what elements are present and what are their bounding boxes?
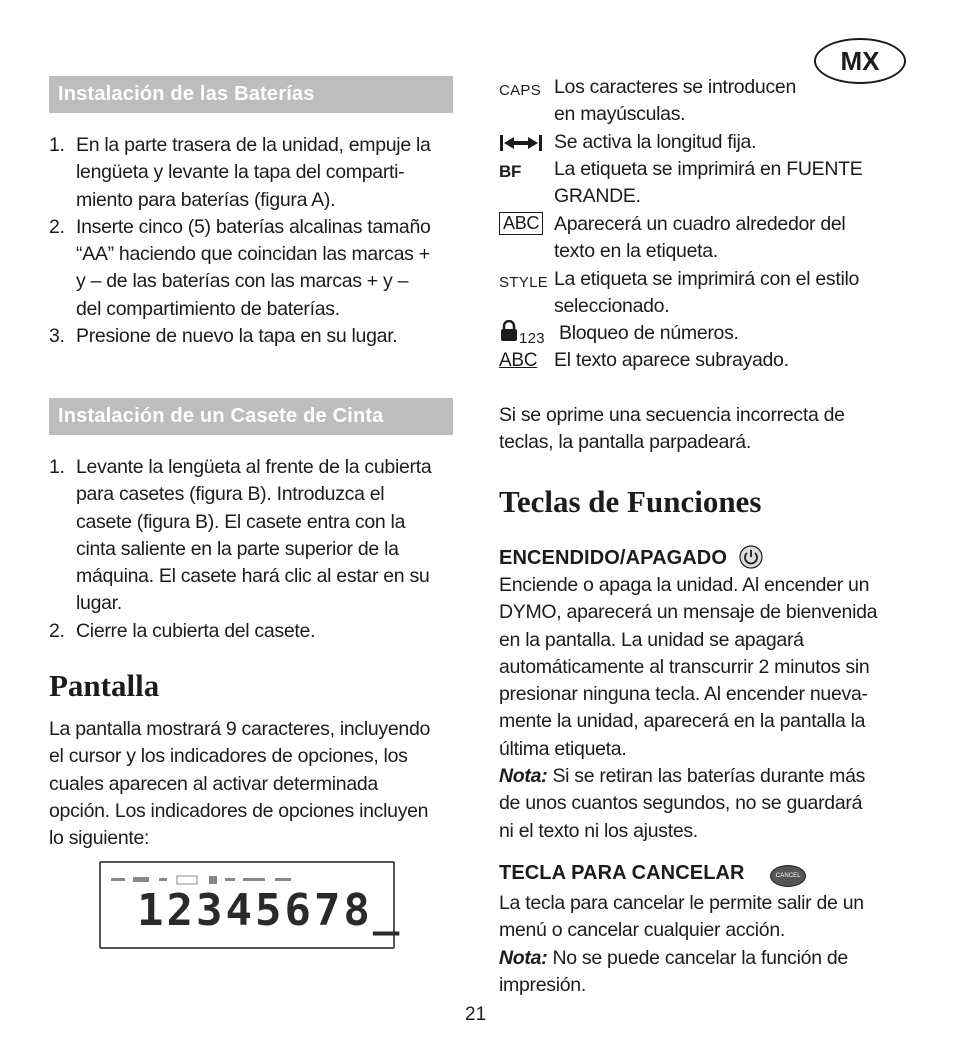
caps-symbol: CAPS [499,82,542,99]
power-icon [739,545,763,569]
battery-steps [49,132,459,350]
num-lock-symbol: 123 [499,320,545,348]
list-item: 2. Cierre la cubierta del casete. [49,619,316,642]
encendido-heading: ENCENDIDO/APAGADO [499,545,763,570]
lcd-indicators-icon [111,875,351,885]
country-badge: MX [814,38,906,84]
lcd-digits: 12345678_ [137,885,403,936]
cassette-steps [49,454,459,645]
teclas-title: Teclas de Funciones [499,484,762,519]
cancelar-heading: TECLA PARA CANCELAR CANCEL [499,862,806,887]
lcd-display-illustration [99,861,403,949]
style-symbol: STYLE [499,274,549,291]
section-heading-batteries: Instalación de las Baterías [49,76,453,113]
pantalla-title: Pantalla [49,668,160,703]
boxed-abc-symbol: ABC [499,212,543,235]
warning-paragraph: Si se oprime una secuencia incorrecta de teclas, la pantalla parpadeará. [499,404,845,454]
underline-abc-symbol: ABC [499,350,538,371]
nota-label: Nota: [499,765,548,788]
list-item: 2. Inserte cinco (5) baterías alcalinas tamaño “AA” haciendo que coincidan las marcas + y – de las baterías con las marcas + y – del compartimiento de baterías. [49,215,431,320]
section-heading-cassette: Instalación de un Casete de Cinta [49,398,453,435]
list-item: 1. Levante la lengüeta al frente de la cubierta para casetes (figura B). Introduzca el casete (figura B). El casete entra con la cinta saliente en la parte superior de la máquina. El casete hará clic al estar en su lugar. [49,456,432,615]
fixed-length-icon [499,133,543,160]
lock-icon [499,320,519,342]
bf-symbol: BF [499,162,522,181]
page-number: 21 [465,1004,487,1025]
nota-label: Nota: [499,946,548,969]
list-item: 3. Presione de nuevo la tapa en su lugar. [49,325,398,348]
cancelar-paragraph: La tecla para cancelar le permite salir de un menú o cancelar cualquier acción. Nota: No se puede cancelar la función de impresión. [499,892,864,996]
list-item: 1. En la parte trasera de la unidad, empuje la lengüeta y levante la tapa del comparti- miento para baterías (figura A). [49,134,431,211]
encendido-paragraph: Enciende o apaga la unidad. Al encender un DYMO, aparecerá un mensaje de bienvenida en la pantalla. La unidad se apagará automáticamente al transcurrir 2 minutos sin presionar ninguna tecla. Al encender nueva- mente la unidad, aparecerá en la pantalla la última etiqueta. Nota: Si se retiran las baterías durante más de unos cuantos segundos, no se guardará ni el texto ni los ajustes. [499,574,878,842]
cancel-key-icon: CANCEL [770,865,806,887]
pantalla-paragraph: La pantalla mostrará 9 caracteres, incluyendo el cursor y los indicadores de opciones, los cuales aparecen al activar determinada opción. Los indicadores de opciones incluyen lo siguiente: [49,718,431,850]
